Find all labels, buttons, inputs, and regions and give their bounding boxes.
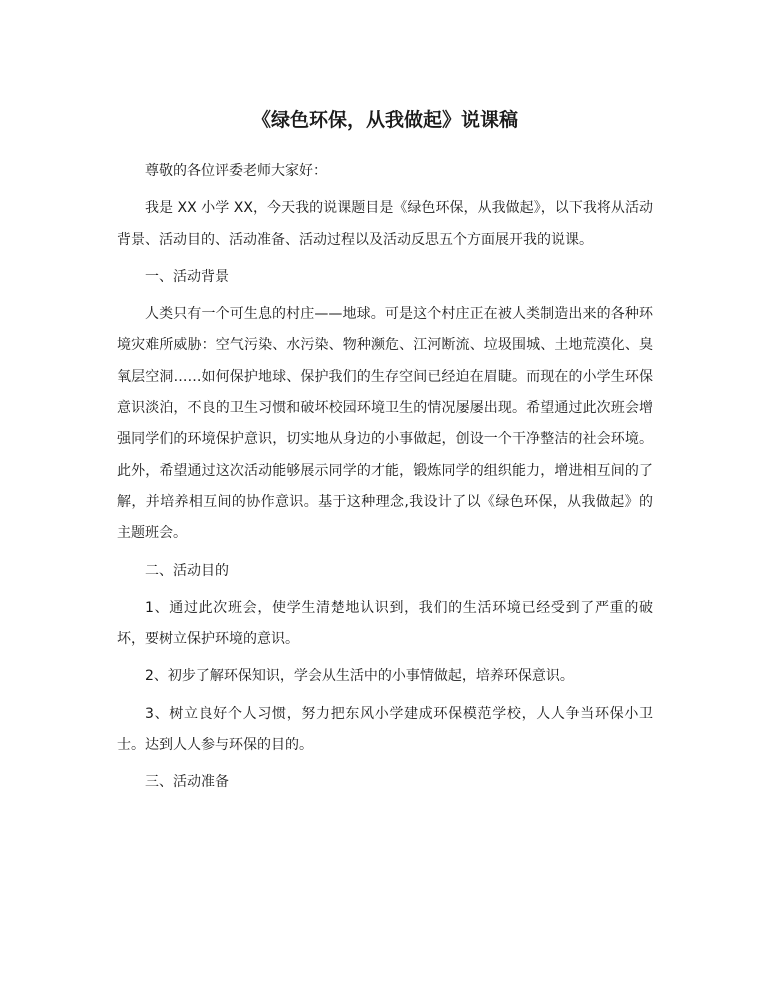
document-body	[117, 156, 653, 805]
section-heading-preparation: 三、活动准备	[145, 774, 229, 791]
document-title: 《绿色环保，从我做起》说课稿	[251, 109, 518, 131]
paragraph-purpose-3: 3、树立良好个人习惯，努力把东风小学建成环保模范学校，人人争当环保小卫士。达到人人参与环保的目的。	[117, 705, 653, 754]
paragraph-purpose-2: 2、初步了解环保知识，学会从生活中的小事情做起，培养环保意识。	[145, 668, 574, 685]
paragraph-purpose-1: 1、通过此次班会，使学生清楚地认识到，我们的生活环境已经受到了严重的破坏，要树立保护环境的意识。	[117, 599, 653, 648]
paragraph-intro: 我是 XX 小学 XX，今天我的说课题目是《绿色环保，从我做起》，以下我将从活动背景、活动目的、活动准备、活动过程以及活动反思五个方面展开我的说课。	[117, 200, 653, 248]
section-heading-background: 一、活动背景	[145, 268, 229, 285]
paragraph-greeting: 尊敬的各位评委老师大家好：	[145, 163, 327, 179]
section-heading-purpose: 二、活动目的	[145, 562, 229, 579]
paragraph-background: 人类只有一个可生息的村庄——地球。可是这个村庄正在被人类制造出来的各种环境灾难所威胁：空气污染、水污染、物种濒危、江河断流、垃圾围城、土地荒漠化、臭氧层空洞……如何保护地球、保护我们的生存空间已经迫在眉睫。而现在的小学生环保意识淡泊，不良的卫生习惯和破坏校园环境卫生的情况屡屡出现。希望通过此次班会增强同学们的环境保护意识，切实地从身边的小事做起，创设一个干净整洁的社会环境。此外，希望通过这次活动能够展示同学的才能，锻炼同学的组织能力，增进相互间的了解，并培养相互间的协作意识。基于这种理念,我设计了以《绿色环保，从我做起》的主题班会。	[117, 306, 653, 542]
